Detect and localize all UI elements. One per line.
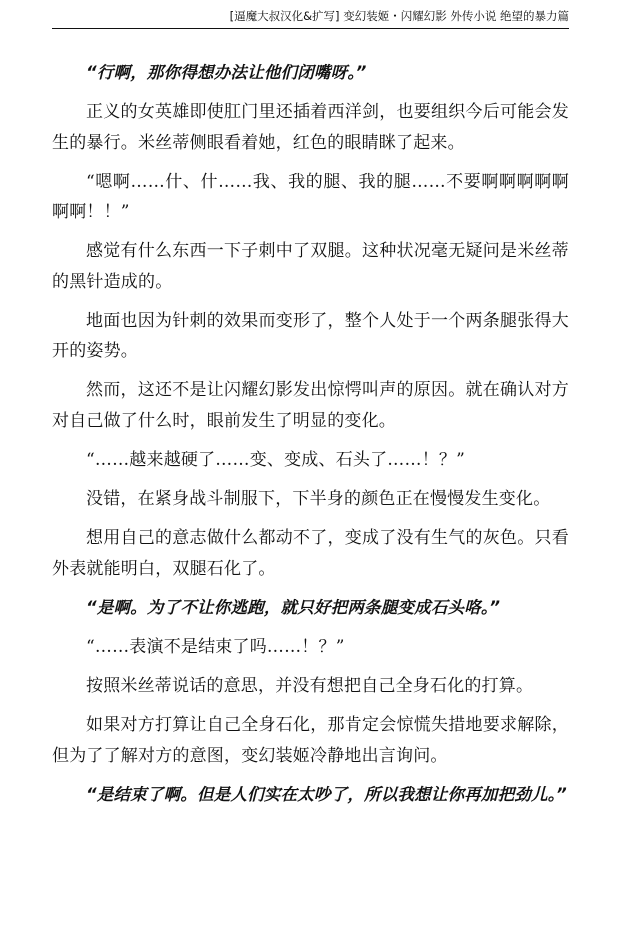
paragraph: 按照米丝蒂说话的意思，并没有想把自己全身石化的打算。: [86, 676, 534, 697]
paragraph: “嗯啊……什、什……我、我的腿、我的腿……不要啊啊啊啊啊啊啊！！”: [52, 171, 569, 223]
page-header: [逼魔大叔汉化&扩写] 变幻装姬・闪耀幻影 外传小说 绝望的暴力篇: [229, 9, 569, 23]
header-rule: [52, 28, 569, 29]
paragraph: 然而，这还不是让闪耀幻影发出惊愕叫声的原因。就在确认对方对自己做了什么时，眼前发生了明显的变化。: [52, 380, 569, 431]
paragraph: 没错，在紧身战斗制服下，下半身的颜色正在慢慢发生变化。: [86, 489, 551, 510]
paragraph: “……越来越硬了……变、变成、石头了……！？”: [86, 450, 465, 471]
paragraph: 想用自己的意志做什么都动不了，变成了没有生气的灰色。只看外表就能明白，双腿石化了。: [52, 528, 569, 579]
paragraph: “……表演不是结束了吗……！？”: [86, 636, 345, 657]
paragraph-dialog: “是结束了啊。但是人们实在太吵了，所以我想让你再加把劲儿。”: [86, 784, 568, 804]
paragraph: 正义的女英雄即使肛门里还插着西洋剑，也要组织今后可能会发生的暴行。米丝蒂侧眼看着她，红色的眼睛眯了起来。: [52, 102, 569, 153]
paragraph-dialog: “行啊，那你得想办法让他们闭嘴呀。”: [86, 63, 367, 82]
paragraph-dialog: “是啊。为了不让你逃跑，就只好把两条腿变成石头咯。”: [86, 597, 501, 617]
paragraph: 地面也因为针刺的效果而变形了，整个人处于一个两条腿张得大开的姿势。: [52, 310, 569, 362]
document-body: [52, 58, 569, 819]
paragraph: 如果对方打算让自己全身石化，那肯定会惊慌失措地要求解除，但为了了解对方的意图，变幻装姬冷静地出言询问。: [52, 715, 569, 766]
paragraph: 感觉有什么东西一下子刺中了双腿。这种状况毫无疑问是米丝蒂的黑针造成的。: [52, 241, 569, 292]
